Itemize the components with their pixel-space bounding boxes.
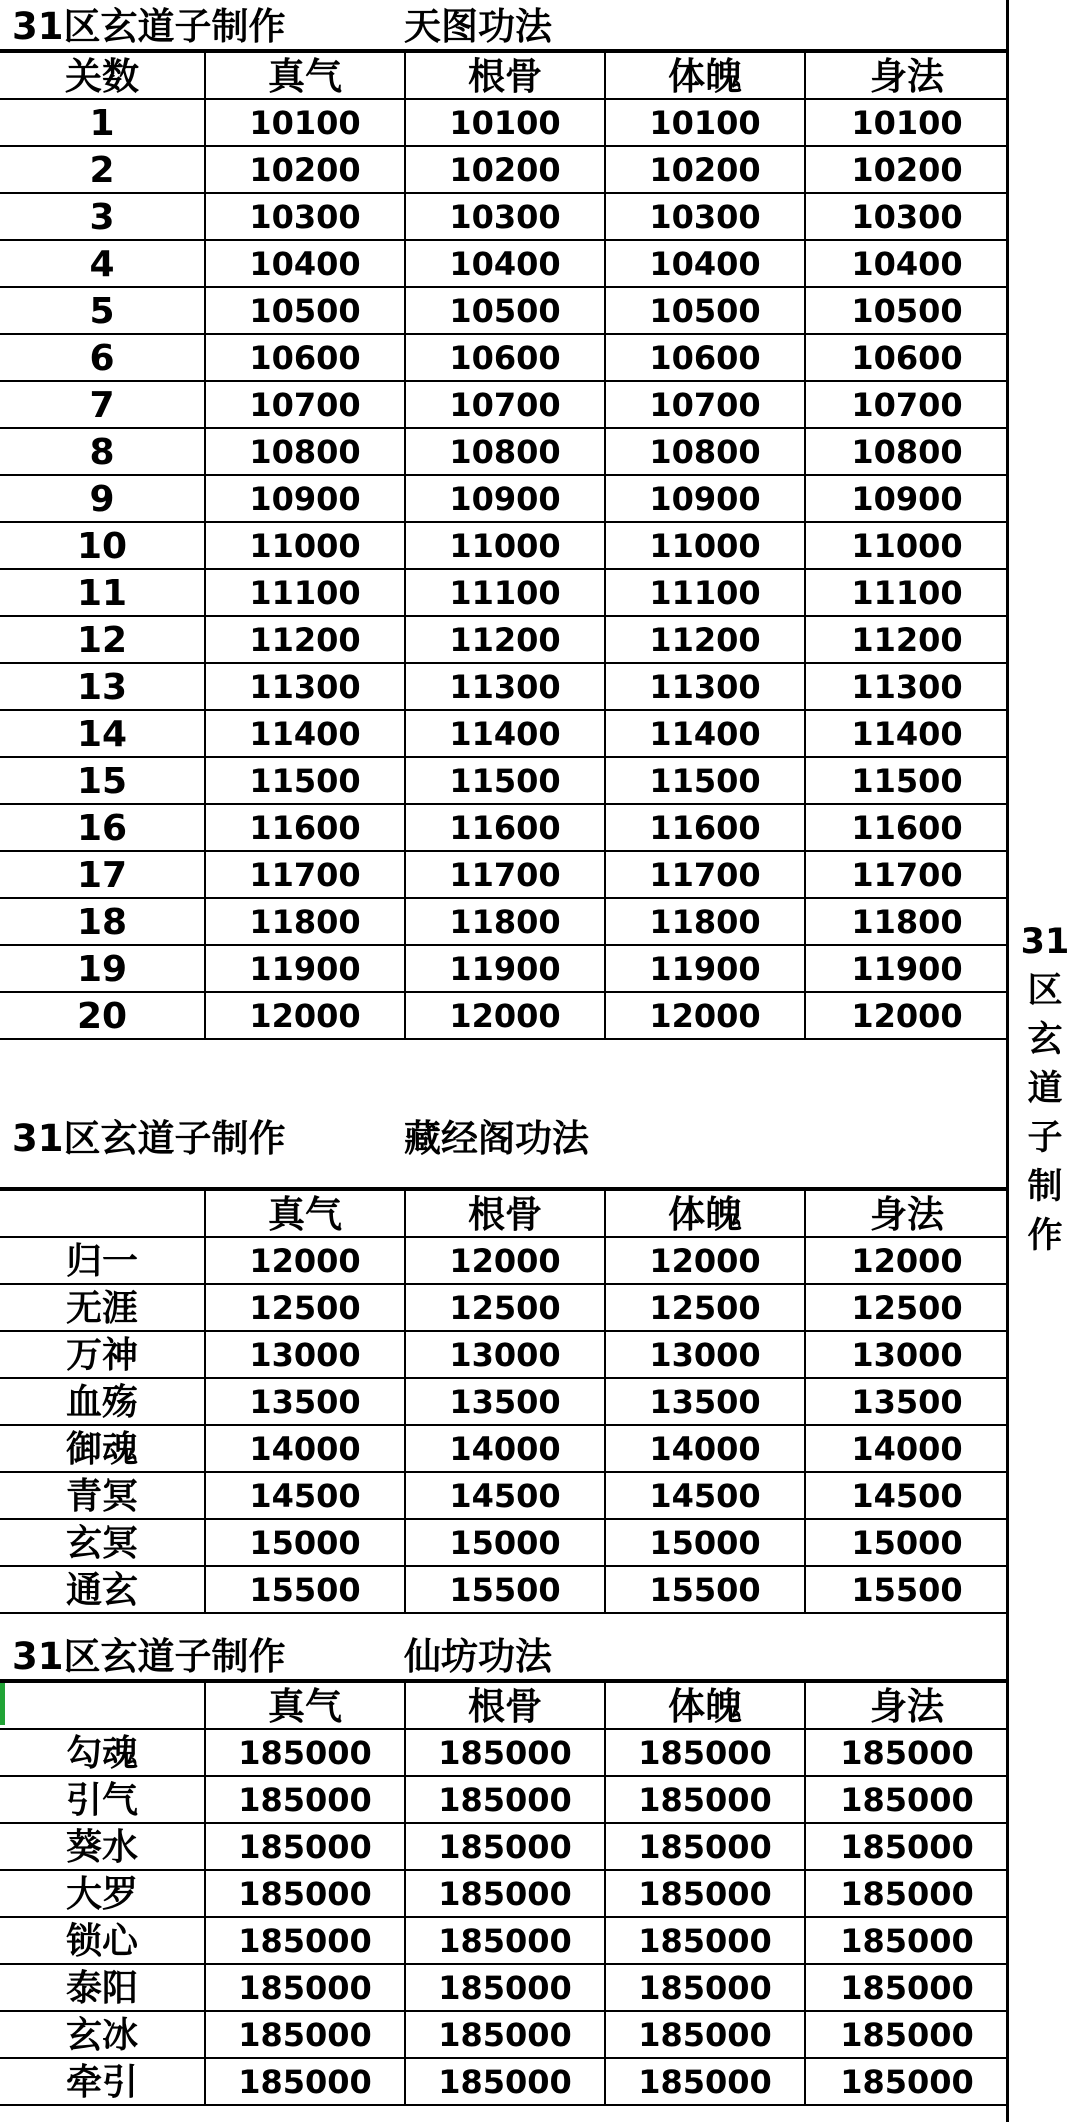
value-cell[interactable]: 185000 — [805, 2011, 1008, 2058]
value-cell[interactable]: 12000 — [805, 992, 1008, 1039]
value-cell[interactable]: 10200 — [205, 146, 405, 193]
value-cell[interactable]: 10400 — [205, 240, 405, 287]
row-label-cell[interactable]: 葵水 — [0, 1823, 205, 1870]
table-row — [0, 1237, 1008, 1284]
value-cell[interactable]: 185000 — [805, 1917, 1008, 1964]
value-cell[interactable]: 14000 — [205, 1425, 405, 1472]
section-tiantu — [0, 0, 1008, 1040]
row-label-cell[interactable]: 13 — [0, 663, 205, 710]
row-label-cell[interactable]: 牵引 — [0, 2058, 205, 2105]
row-label-cell[interactable]: 16 — [0, 804, 205, 851]
value-cell[interactable]: 15000 — [805, 1519, 1008, 1566]
value-cell[interactable]: 185000 — [605, 1964, 805, 2011]
value-cell[interactable]: 11400 — [205, 710, 405, 757]
header-cell[interactable]: 真气 — [205, 1190, 405, 1237]
value-cell[interactable]: 12000 — [405, 992, 605, 1039]
table-row — [0, 851, 1008, 898]
value-cell[interactable]: 10100 — [405, 99, 605, 146]
header-cell[interactable]: 根骨 — [405, 52, 605, 99]
value-cell[interactable]: 11300 — [605, 663, 805, 710]
side-char: 子 — [1027, 1118, 1063, 1158]
stats-table — [0, 1189, 1008, 1614]
value-cell[interactable]: 10900 — [205, 475, 405, 522]
value-cell[interactable]: 10100 — [205, 99, 405, 146]
value-cell[interactable]: 15500 — [405, 1566, 605, 1613]
row-label-cell[interactable]: 3 — [0, 193, 205, 240]
value-cell[interactable]: 185000 — [405, 1729, 605, 1776]
row-label-cell[interactable]: 玄冰 — [0, 2011, 205, 2058]
table-row — [0, 1378, 1008, 1425]
value-cell[interactable]: 13000 — [805, 1331, 1008, 1378]
table-row — [0, 2011, 1008, 2058]
value-cell[interactable]: 10900 — [805, 475, 1008, 522]
value-cell[interactable]: 12000 — [405, 1237, 605, 1284]
value-cell[interactable]: 11800 — [605, 898, 805, 945]
value-cell[interactable]: 11900 — [405, 945, 605, 992]
header-cell[interactable]: 体魄 — [605, 52, 805, 99]
value-cell[interactable]: 12000 — [205, 1237, 405, 1284]
row-label-cell[interactable]: 泰阳 — [0, 1964, 205, 2011]
value-cell[interactable]: 185000 — [205, 1729, 405, 1776]
header-cell[interactable]: 真气 — [205, 52, 405, 99]
value-cell[interactable]: 15500 — [205, 1566, 405, 1613]
value-cell[interactable]: 185000 — [805, 1776, 1008, 1823]
header-cell[interactable]: 身法 — [805, 1190, 1008, 1237]
value-cell[interactable]: 10500 — [805, 287, 1008, 334]
row-label-cell[interactable]: 14 — [0, 710, 205, 757]
value-cell[interactable]: 12500 — [205, 1284, 405, 1331]
table-row — [0, 616, 1008, 663]
row-label-cell[interactable]: 御魂 — [0, 1425, 205, 1472]
value-cell[interactable]: 10300 — [805, 193, 1008, 240]
row-label-cell[interactable]: 8 — [0, 428, 205, 475]
side-vertical-label — [1018, 918, 1072, 1261]
value-cell[interactable]: 10800 — [405, 428, 605, 475]
value-cell[interactable]: 185000 — [805, 1870, 1008, 1917]
value-cell[interactable]: 10400 — [405, 240, 605, 287]
side-char: 31 — [1020, 922, 1070, 962]
table-row — [0, 1964, 1008, 2011]
value-cell[interactable]: 10600 — [605, 334, 805, 381]
header-cell[interactable]: 体魄 — [605, 1682, 805, 1729]
value-cell[interactable]: 11600 — [805, 804, 1008, 851]
value-cell[interactable]: 12000 — [205, 992, 405, 1039]
table-row — [0, 1776, 1008, 1823]
header-cell[interactable]: 真气 — [205, 1682, 405, 1729]
row-label-cell[interactable]: 血殇 — [0, 1378, 205, 1425]
value-cell[interactable]: 11800 — [205, 898, 405, 945]
table-row — [0, 1917, 1008, 1964]
value-cell[interactable]: 11100 — [405, 569, 605, 616]
row-label-cell[interactable]: 12 — [0, 616, 205, 663]
row-label-cell[interactable]: 10 — [0, 522, 205, 569]
table-body — [0, 1682, 1008, 2105]
value-cell[interactable]: 11600 — [605, 804, 805, 851]
value-cell[interactable]: 11900 — [205, 945, 405, 992]
value-cell[interactable]: 185000 — [805, 2058, 1008, 2105]
value-cell[interactable]: 10300 — [205, 193, 405, 240]
header-row — [0, 52, 1008, 99]
value-cell[interactable]: 11000 — [205, 522, 405, 569]
value-cell[interactable]: 10400 — [605, 240, 805, 287]
value-cell[interactable]: 10900 — [405, 475, 605, 522]
value-cell[interactable]: 10200 — [805, 146, 1008, 193]
row-label-cell[interactable]: 11 — [0, 569, 205, 616]
value-cell[interactable]: 185000 — [605, 1917, 805, 1964]
value-cell[interactable]: 15000 — [405, 1519, 605, 1566]
value-cell[interactable]: 11700 — [805, 851, 1008, 898]
value-cell[interactable]: 10100 — [805, 99, 1008, 146]
value-cell[interactable]: 12000 — [605, 992, 805, 1039]
value-cell[interactable]: 13000 — [205, 1331, 405, 1378]
value-cell[interactable]: 13000 — [405, 1331, 605, 1378]
table-body — [0, 1190, 1008, 1613]
value-cell[interactable]: 11400 — [805, 710, 1008, 757]
value-cell[interactable]: 10700 — [405, 381, 605, 428]
table-row — [0, 1823, 1008, 1870]
value-cell[interactable]: 10600 — [805, 334, 1008, 381]
value-cell[interactable]: 185000 — [205, 1823, 405, 1870]
table-row — [0, 710, 1008, 757]
value-cell[interactable]: 10100 — [605, 99, 805, 146]
section-author: 31区玄道子制作 — [12, 1635, 286, 1678]
value-cell[interactable]: 185000 — [405, 1917, 605, 1964]
value-cell[interactable]: 11600 — [405, 804, 605, 851]
header-cell[interactable]: 根骨 — [405, 1682, 605, 1729]
row-label-cell[interactable]: 大罗 — [0, 1870, 205, 1917]
row-label-cell[interactable]: 4 — [0, 240, 205, 287]
value-cell[interactable]: 15500 — [805, 1566, 1008, 1613]
value-cell[interactable]: 13500 — [405, 1378, 605, 1425]
value-cell[interactable]: 185000 — [405, 2058, 605, 2105]
value-cell[interactable]: 185000 — [205, 2058, 405, 2105]
header-cell[interactable]: 身法 — [805, 1682, 1008, 1729]
value-cell[interactable]: 11000 — [405, 522, 605, 569]
value-cell[interactable]: 11300 — [805, 663, 1008, 710]
value-cell[interactable]: 10800 — [205, 428, 405, 475]
row-label-cell[interactable]: 通玄 — [0, 1566, 205, 1613]
table-row — [0, 1729, 1008, 1776]
value-cell[interactable]: 185000 — [805, 1823, 1008, 1870]
table-row — [0, 2058, 1008, 2105]
value-cell[interactable]: 15000 — [605, 1519, 805, 1566]
table-row — [0, 804, 1008, 851]
table-row — [0, 240, 1008, 287]
value-cell[interactable]: 11500 — [605, 757, 805, 804]
value-cell[interactable]: 10800 — [605, 428, 805, 475]
section-title-row[interactable] — [0, 1630, 1008, 1681]
table-row — [0, 193, 1008, 240]
value-cell[interactable]: 11700 — [405, 851, 605, 898]
value-cell[interactable]: 11200 — [805, 616, 1008, 663]
section-title-row[interactable] — [0, 0, 1008, 51]
value-cell[interactable]: 185000 — [605, 2011, 805, 2058]
value-cell[interactable]: 12500 — [405, 1284, 605, 1331]
value-cell[interactable]: 185000 — [605, 1776, 805, 1823]
table-row — [0, 475, 1008, 522]
row-label-cell[interactable]: 玄冥 — [0, 1519, 205, 1566]
value-cell[interactable]: 10200 — [405, 146, 605, 193]
table-row — [0, 1284, 1008, 1331]
value-cell[interactable]: 11600 — [205, 804, 405, 851]
value-cell[interactable]: 10700 — [205, 381, 405, 428]
section-name: 藏经阁功法 — [404, 1117, 589, 1160]
value-cell[interactable]: 185000 — [605, 1729, 805, 1776]
value-cell[interactable]: 13000 — [605, 1331, 805, 1378]
value-cell[interactable]: 11000 — [805, 522, 1008, 569]
value-cell[interactable]: 14500 — [605, 1472, 805, 1519]
value-cell[interactable]: 185000 — [405, 1823, 605, 1870]
value-cell[interactable]: 185000 — [605, 2058, 805, 2105]
value-cell[interactable]: 11200 — [405, 616, 605, 663]
header-cell[interactable] — [0, 1190, 205, 1237]
row-label-cell[interactable]: 20 — [0, 992, 205, 1039]
table-row — [0, 945, 1008, 992]
value-cell[interactable]: 185000 — [605, 1870, 805, 1917]
row-label-cell[interactable]: 勾魂 — [0, 1729, 205, 1776]
value-cell[interactable]: 10200 — [605, 146, 805, 193]
table-row — [0, 146, 1008, 193]
value-cell[interactable]: 185000 — [805, 1964, 1008, 2011]
value-cell[interactable]: 10800 — [805, 428, 1008, 475]
value-cell[interactable]: 185000 — [405, 1964, 605, 2011]
row-label-cell[interactable]: 引气 — [0, 1776, 205, 1823]
value-cell[interactable]: 11700 — [605, 851, 805, 898]
side-char: 玄 — [1027, 1020, 1063, 1060]
row-label-cell[interactable]: 19 — [0, 945, 205, 992]
value-cell[interactable]: 185000 — [805, 1729, 1008, 1776]
row-label-cell[interactable]: 18 — [0, 898, 205, 945]
row-label-cell[interactable]: 5 — [0, 287, 205, 334]
section-cangjingge — [0, 1090, 1008, 1614]
value-cell[interactable]: 11100 — [605, 569, 805, 616]
row-label-cell[interactable]: 锁心 — [0, 1917, 205, 1964]
value-cell[interactable]: 12000 — [805, 1237, 1008, 1284]
side-char: 道 — [1027, 1069, 1063, 1109]
value-cell[interactable]: 185000 — [205, 2011, 405, 2058]
value-cell[interactable]: 11400 — [405, 710, 605, 757]
value-cell[interactable]: 10700 — [805, 381, 1008, 428]
value-cell[interactable]: 11100 — [805, 569, 1008, 616]
value-cell[interactable]: 185000 — [205, 1964, 405, 2011]
value-cell[interactable]: 10400 — [805, 240, 1008, 287]
value-cell[interactable]: 185000 — [205, 1776, 405, 1823]
value-cell[interactable]: 14000 — [805, 1425, 1008, 1472]
table-row — [0, 663, 1008, 710]
value-cell[interactable]: 185000 — [205, 1917, 405, 1964]
value-cell[interactable]: 11200 — [605, 616, 805, 663]
table-row — [0, 757, 1008, 804]
value-cell[interactable]: 11500 — [405, 757, 605, 804]
value-cell[interactable]: 14500 — [805, 1472, 1008, 1519]
row-label-cell[interactable]: 17 — [0, 851, 205, 898]
value-cell[interactable]: 10700 — [605, 381, 805, 428]
side-char: 作 — [1027, 1216, 1063, 1256]
row-label-cell[interactable]: 9 — [0, 475, 205, 522]
table-row — [0, 287, 1008, 334]
value-cell[interactable]: 13500 — [605, 1378, 805, 1425]
table-row — [0, 1472, 1008, 1519]
value-cell[interactable]: 12500 — [805, 1284, 1008, 1331]
header-cell[interactable]: 关数 — [0, 52, 205, 99]
value-cell[interactable]: 10500 — [405, 287, 605, 334]
header-cell[interactable]: 体魄 — [605, 1190, 805, 1237]
value-cell[interactable]: 15500 — [605, 1566, 805, 1613]
value-cell[interactable]: 185000 — [405, 1776, 605, 1823]
value-cell[interactable]: 12000 — [605, 1237, 805, 1284]
value-cell[interactable]: 12500 — [605, 1284, 805, 1331]
side-char: 区 — [1027, 971, 1063, 1011]
table-row — [0, 381, 1008, 428]
header-cell[interactable] — [0, 1682, 205, 1729]
value-cell[interactable]: 11900 — [605, 945, 805, 992]
row-label-cell[interactable]: 青冥 — [0, 1472, 205, 1519]
table-row — [0, 1566, 1008, 1613]
row-label-cell[interactable]: 15 — [0, 757, 205, 804]
table-row — [0, 1519, 1008, 1566]
section-name: 仙坊功法 — [404, 1635, 552, 1678]
table-row — [0, 1425, 1008, 1472]
value-cell[interactable]: 11500 — [205, 757, 405, 804]
header-cell[interactable]: 根骨 — [405, 1190, 605, 1237]
value-cell[interactable]: 11400 — [605, 710, 805, 757]
row-label-cell[interactable]: 2 — [0, 146, 205, 193]
table-row — [0, 1870, 1008, 1917]
value-cell[interactable]: 14500 — [405, 1472, 605, 1519]
table-row — [0, 569, 1008, 616]
row-label-cell[interactable]: 6 — [0, 334, 205, 381]
value-cell[interactable]: 10300 — [405, 193, 605, 240]
value-cell[interactable]: 15000 — [205, 1519, 405, 1566]
value-cell[interactable]: 11900 — [805, 945, 1008, 992]
header-row — [0, 1682, 1008, 1729]
table-row — [0, 99, 1008, 146]
value-cell[interactable]: 11800 — [405, 898, 605, 945]
table-row — [0, 1331, 1008, 1378]
value-cell[interactable]: 11300 — [405, 663, 605, 710]
value-cell[interactable]: 185000 — [605, 1823, 805, 1870]
stats-table — [0, 51, 1008, 1040]
value-cell[interactable]: 11100 — [205, 569, 405, 616]
section-name: 天图功法 — [404, 5, 552, 48]
row-label-cell[interactable]: 归一 — [0, 1237, 205, 1284]
value-cell[interactable]: 10500 — [605, 287, 805, 334]
value-cell[interactable]: 13500 — [205, 1378, 405, 1425]
value-cell[interactable]: 10900 — [605, 475, 805, 522]
value-cell[interactable]: 10600 — [405, 334, 605, 381]
stats-table — [0, 1681, 1008, 2106]
value-cell[interactable]: 14000 — [405, 1425, 605, 1472]
table-row — [0, 898, 1008, 945]
table-row — [0, 992, 1008, 1039]
value-cell[interactable]: 11000 — [605, 522, 805, 569]
value-cell[interactable]: 185000 — [405, 2011, 605, 2058]
value-cell[interactable]: 13500 — [805, 1378, 1008, 1425]
value-cell[interactable]: 11500 — [805, 757, 1008, 804]
table-row — [0, 334, 1008, 381]
header-row — [0, 1190, 1008, 1237]
value-cell[interactable]: 14500 — [205, 1472, 405, 1519]
section-author: 31区玄道子制作 — [12, 5, 286, 48]
row-label-cell[interactable]: 7 — [0, 381, 205, 428]
header-cell[interactable]: 身法 — [805, 52, 1008, 99]
value-cell[interactable]: 14000 — [605, 1425, 805, 1472]
table-row — [0, 522, 1008, 569]
value-cell[interactable]: 11800 — [805, 898, 1008, 945]
value-cell[interactable]: 11700 — [205, 851, 405, 898]
value-cell[interactable]: 10300 — [605, 193, 805, 240]
value-cell[interactable]: 185000 — [405, 1870, 605, 1917]
value-cell[interactable]: 11300 — [205, 663, 405, 710]
value-cell[interactable]: 11200 — [205, 616, 405, 663]
side-char: 制 — [1027, 1167, 1063, 1207]
section-xianfang — [0, 1630, 1008, 2106]
value-cell[interactable]: 185000 — [205, 1870, 405, 1917]
value-cell[interactable]: 10500 — [205, 287, 405, 334]
row-label-cell[interactable]: 无涯 — [0, 1284, 205, 1331]
section-title-row[interactable] — [0, 1090, 1008, 1189]
section-author: 31区玄道子制作 — [12, 1117, 286, 1160]
row-label-cell[interactable]: 1 — [0, 99, 205, 146]
value-cell[interactable]: 10600 — [205, 334, 405, 381]
table-body — [0, 52, 1008, 1039]
row-label-cell[interactable]: 万神 — [0, 1331, 205, 1378]
table-row — [0, 428, 1008, 475]
